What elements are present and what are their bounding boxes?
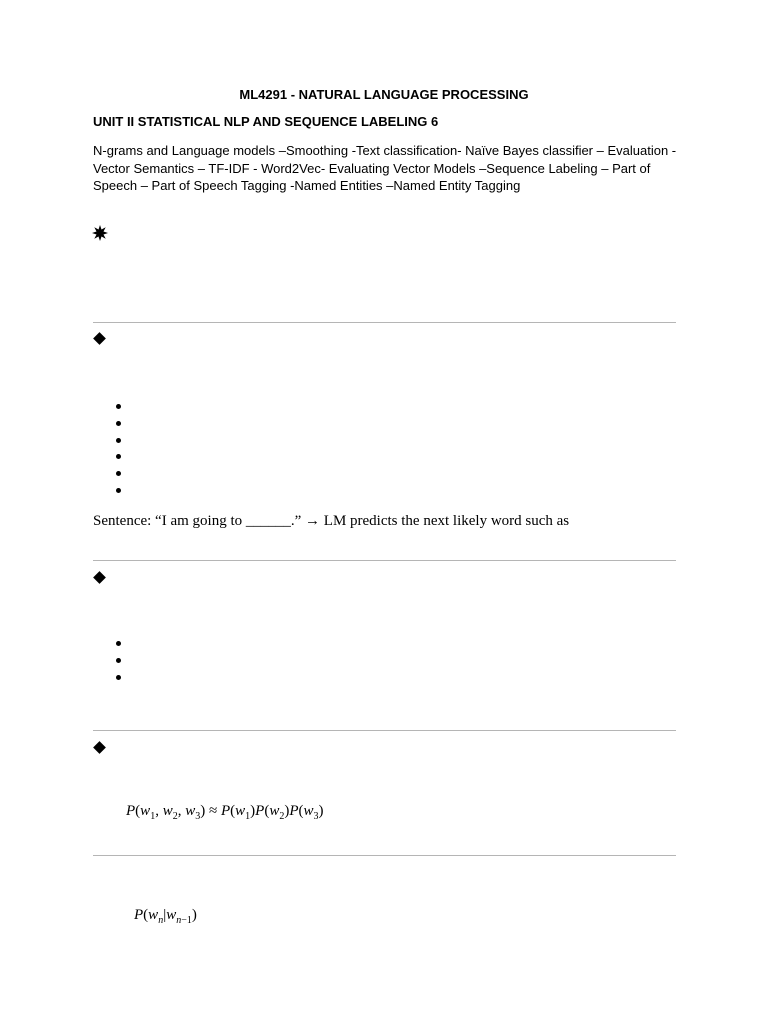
example-sentence: Sentence: “I am going to ______.” → LM predicts the next likely word such as xyxy=(93,513,570,529)
unit-heading: UNIT II STATISTICAL NLP AND SEQUENCE LABELING 6 xyxy=(93,114,439,129)
bullet-dot xyxy=(116,641,121,646)
diamond-icon xyxy=(93,741,106,754)
starburst-icon xyxy=(92,225,108,241)
syllabus-text: N-grams and Language models –Smoothing -Text classification- Naïve Bayes classifier – Evaluation - Vector Semantics – TF-IDF - Word2Vec- Evaluating Vector Models –Sequence Labeling – Part of Speech – Part of Speech Tagging -Named Entities –Named Entity Tagging xyxy=(93,143,677,193)
bullet-dot xyxy=(116,438,121,443)
course-title: ML4291 - NATURAL LANGUAGE PROCESSING xyxy=(239,87,529,102)
bullet-dot xyxy=(116,454,121,459)
bullet-dot xyxy=(116,471,121,476)
section-divider xyxy=(93,730,676,731)
section-divider xyxy=(93,560,676,561)
bullet-dot xyxy=(116,658,121,663)
unigram-formula: $P(w_1$, $w_2$, $w_3) \approx P(w_1)P(w_2)P(w_3)$ xyxy=(126,803,324,822)
bigram-formula: $P(w_n|w_{n-1})$ xyxy=(134,907,197,926)
bullet-dot xyxy=(116,675,121,680)
section-divider xyxy=(93,322,676,323)
diamond-icon xyxy=(93,571,106,584)
bullet-dot xyxy=(116,488,121,493)
bullet-dot xyxy=(116,421,121,426)
bullet-dot xyxy=(116,404,121,409)
section-divider xyxy=(93,855,676,856)
diamond-icon xyxy=(93,332,106,345)
